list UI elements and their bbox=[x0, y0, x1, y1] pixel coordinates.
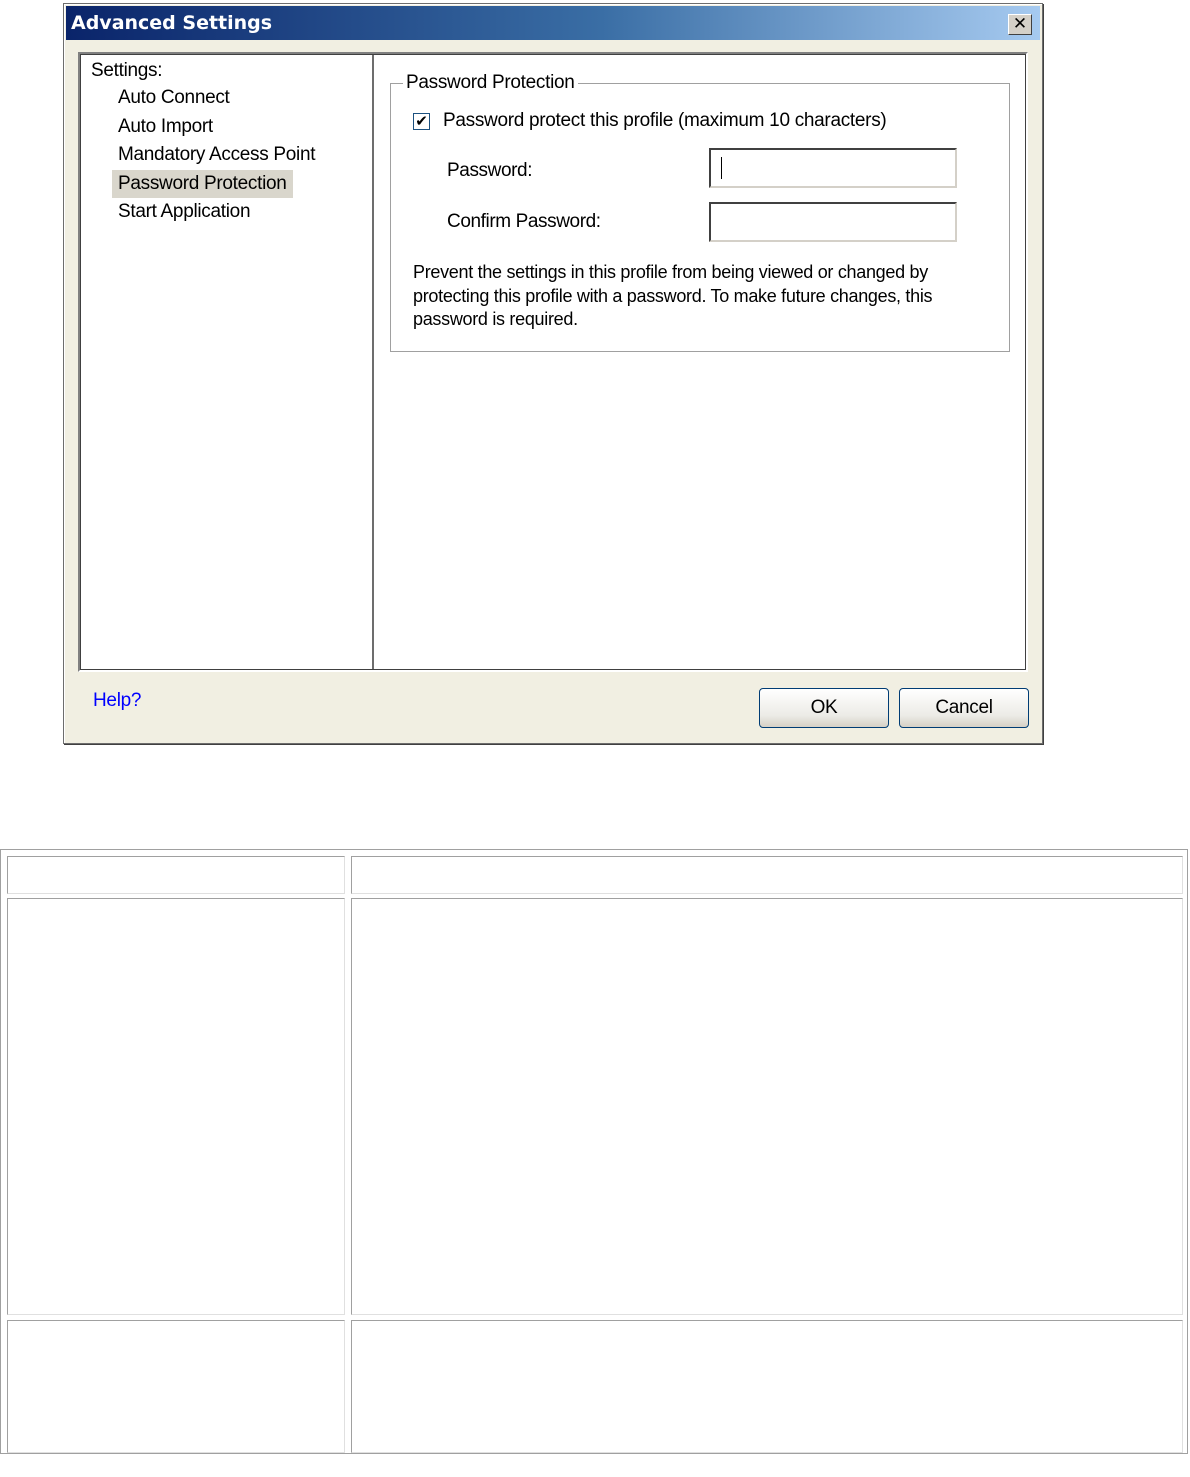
tree-root-label: Settings: bbox=[91, 60, 163, 81]
content-frame bbox=[78, 52, 1028, 672]
table-header-cell bbox=[351, 856, 1183, 894]
tree-item-auto-import[interactable]: Auto Import bbox=[118, 115, 213, 137]
group-legend: Password Protection bbox=[403, 72, 578, 94]
table-cell bbox=[7, 1320, 345, 1453]
password-protect-row[interactable] bbox=[413, 110, 886, 132]
tree-item-mandatory-access-point[interactable]: Mandatory Access Point bbox=[118, 144, 316, 165]
tree-item-auto-connect[interactable]: Auto Connect bbox=[118, 87, 230, 108]
table-header-cell bbox=[7, 856, 345, 894]
advanced-settings-dialog bbox=[63, 3, 1043, 744]
password-protect-checkbox[interactable] bbox=[413, 113, 430, 130]
tree-list bbox=[118, 84, 321, 227]
password-protection-group bbox=[390, 72, 1010, 352]
settings-panel bbox=[374, 54, 1026, 670]
cancel-button[interactable]: Cancel bbox=[899, 688, 1029, 728]
table-cell bbox=[7, 898, 345, 1315]
table-cell bbox=[351, 898, 1183, 1315]
text-caret bbox=[721, 157, 722, 179]
confirm-password-field[interactable] bbox=[709, 202, 957, 242]
checkmark-icon: ✔ bbox=[415, 111, 428, 130]
settings-tree bbox=[80, 54, 374, 670]
confirm-password-label: Confirm Password: bbox=[447, 211, 601, 232]
ok-button[interactable]: OK bbox=[759, 688, 889, 728]
help-link[interactable]: Help? bbox=[93, 690, 142, 711]
password-protect-label[interactable]: Password protect this profile (maximum 10 characters) bbox=[443, 110, 887, 131]
title-bar[interactable] bbox=[66, 6, 1040, 40]
tree-item-password-protection[interactable]: Password Protection bbox=[112, 170, 293, 199]
table-cell bbox=[351, 1320, 1183, 1453]
close-button[interactable] bbox=[1008, 14, 1032, 35]
password-label: Password: bbox=[447, 160, 533, 181]
password-description: Prevent the settings in this profile from being viewed or changed by protecting this profile with a password. To make future changes, this password is required. bbox=[413, 262, 933, 329]
password-field[interactable] bbox=[709, 148, 957, 188]
documentation-table bbox=[0, 849, 1188, 1454]
tree-item-start-application[interactable]: Start Application bbox=[118, 201, 251, 222]
dialog-title: Advanced Settings bbox=[71, 12, 273, 34]
close-icon: ✕ bbox=[1012, 14, 1028, 34]
